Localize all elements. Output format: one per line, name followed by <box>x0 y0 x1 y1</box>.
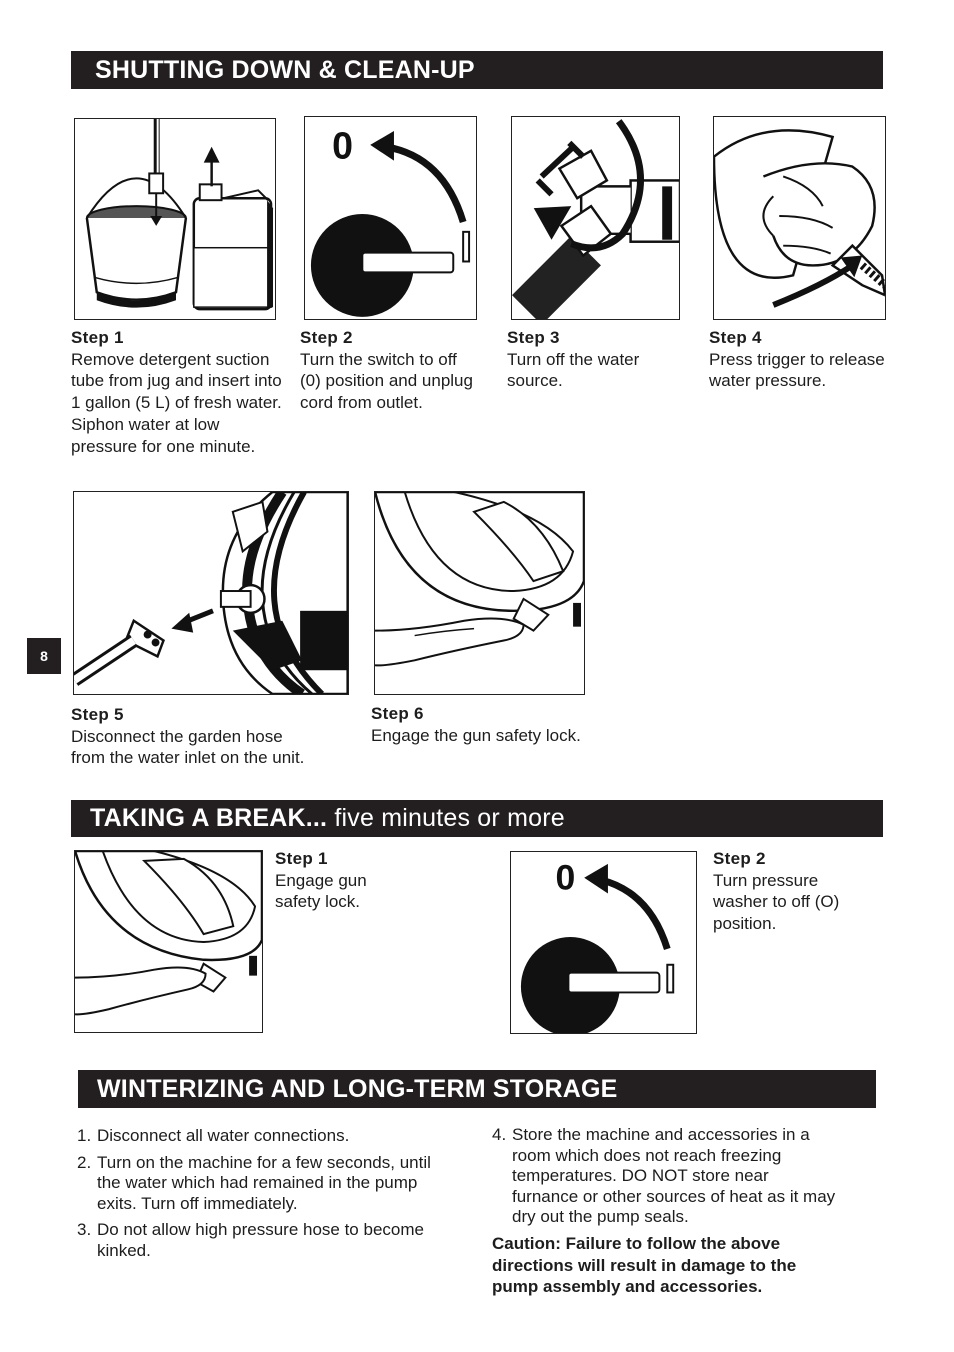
step-text: Press trigger to release water pressure. <box>709 349 885 391</box>
step-text: Turn pressure washer to off (O) position. <box>713 870 840 934</box>
page-number: 8 <box>27 638 61 674</box>
section-title-light: five minutes or more <box>334 804 565 832</box>
break-step1-illustration <box>74 850 263 1033</box>
step3-illustration <box>511 116 680 320</box>
list-text: Turn on the machine for a few seconds, until the water which had remained in the pump exits. Turn off immediately. <box>97 1152 431 1213</box>
winterizing-list-left <box>77 1126 447 1267</box>
switch-off-label: 0 <box>332 124 354 167</box>
list-item <box>77 1153 447 1215</box>
list-text: Disconnect all water connections. <box>97 1126 350 1145</box>
section-title: WINTERIZING AND LONG-TERM STORAGE <box>97 1075 618 1103</box>
step2-caption <box>300 327 480 414</box>
step-title: Step 2 <box>300 328 353 347</box>
section-header-winterizing <box>78 1070 876 1108</box>
step-text: Engage gun safety lock. <box>275 870 367 912</box>
step-title: Step 3 <box>507 328 560 347</box>
step6-illustration <box>374 491 585 695</box>
winterizing-list-right <box>492 1125 837 1234</box>
list-text: Store the machine and accessories in a room which does not reach freezing temperatures. DO NOT store near furnance or other sources of heat as it may dry out the pump seals. <box>512 1125 836 1226</box>
step-text: Disconnect the garden hose from the water inlet on the unit. <box>71 726 305 768</box>
step-text: Turn the switch to off (0) position and unplug cord from outlet. <box>300 349 473 413</box>
step4-caption <box>709 327 889 392</box>
step-title: Step 4 <box>709 328 762 347</box>
step-title: Step 2 <box>713 849 766 868</box>
step5-illustration <box>73 491 349 695</box>
section-title-bold: TAKING A BREAK... <box>90 804 328 832</box>
list-number: 3. <box>77 1220 92 1239</box>
switch-off-label: 0 <box>555 857 576 898</box>
step2-illustration <box>304 116 477 320</box>
list-text: Do not allow high pressure hose to become kinked. <box>97 1220 424 1260</box>
break-step2-illustration <box>510 851 697 1034</box>
list-number: 1. <box>77 1126 92 1145</box>
step-title: Step 1 <box>275 849 328 868</box>
step-text: Remove detergent suction tube from jug and insert into 1 gallon (5 L) of fresh water. Siphon water at low pressure for one minute. <box>71 349 282 456</box>
list-number: 4. <box>492 1125 507 1144</box>
list-item <box>77 1220 447 1261</box>
step1-caption <box>71 327 286 457</box>
list-item <box>492 1125 837 1228</box>
step-text: Turn off the water source. <box>507 349 640 391</box>
section-header-taking-break <box>71 800 883 837</box>
list-number: 2. <box>77 1152 92 1172</box>
break-step2-caption <box>713 848 873 935</box>
section-header-shutting-down <box>71 51 883 89</box>
step4-illustration <box>713 116 886 320</box>
step5-caption <box>71 704 321 769</box>
list-item <box>77 1126 447 1147</box>
caution-text: Failure to follow the above directions will result in damage to the pump assembly and accessories. <box>492 1234 797 1296</box>
section-title: SHUTTING DOWN & CLEAN-UP <box>95 56 475 84</box>
step3-caption <box>507 327 687 392</box>
step-title: Step 5 <box>71 705 124 724</box>
step-title: Step 1 <box>71 328 124 347</box>
step-text: Engage the gun safety lock. <box>371 725 581 745</box>
caution-note <box>492 1233 837 1298</box>
step6-caption <box>371 703 621 746</box>
break-step1-caption <box>275 848 405 913</box>
step-title: Step 6 <box>371 704 424 723</box>
caution-label: Caution: <box>492 1234 561 1253</box>
step1-illustration <box>74 118 276 320</box>
